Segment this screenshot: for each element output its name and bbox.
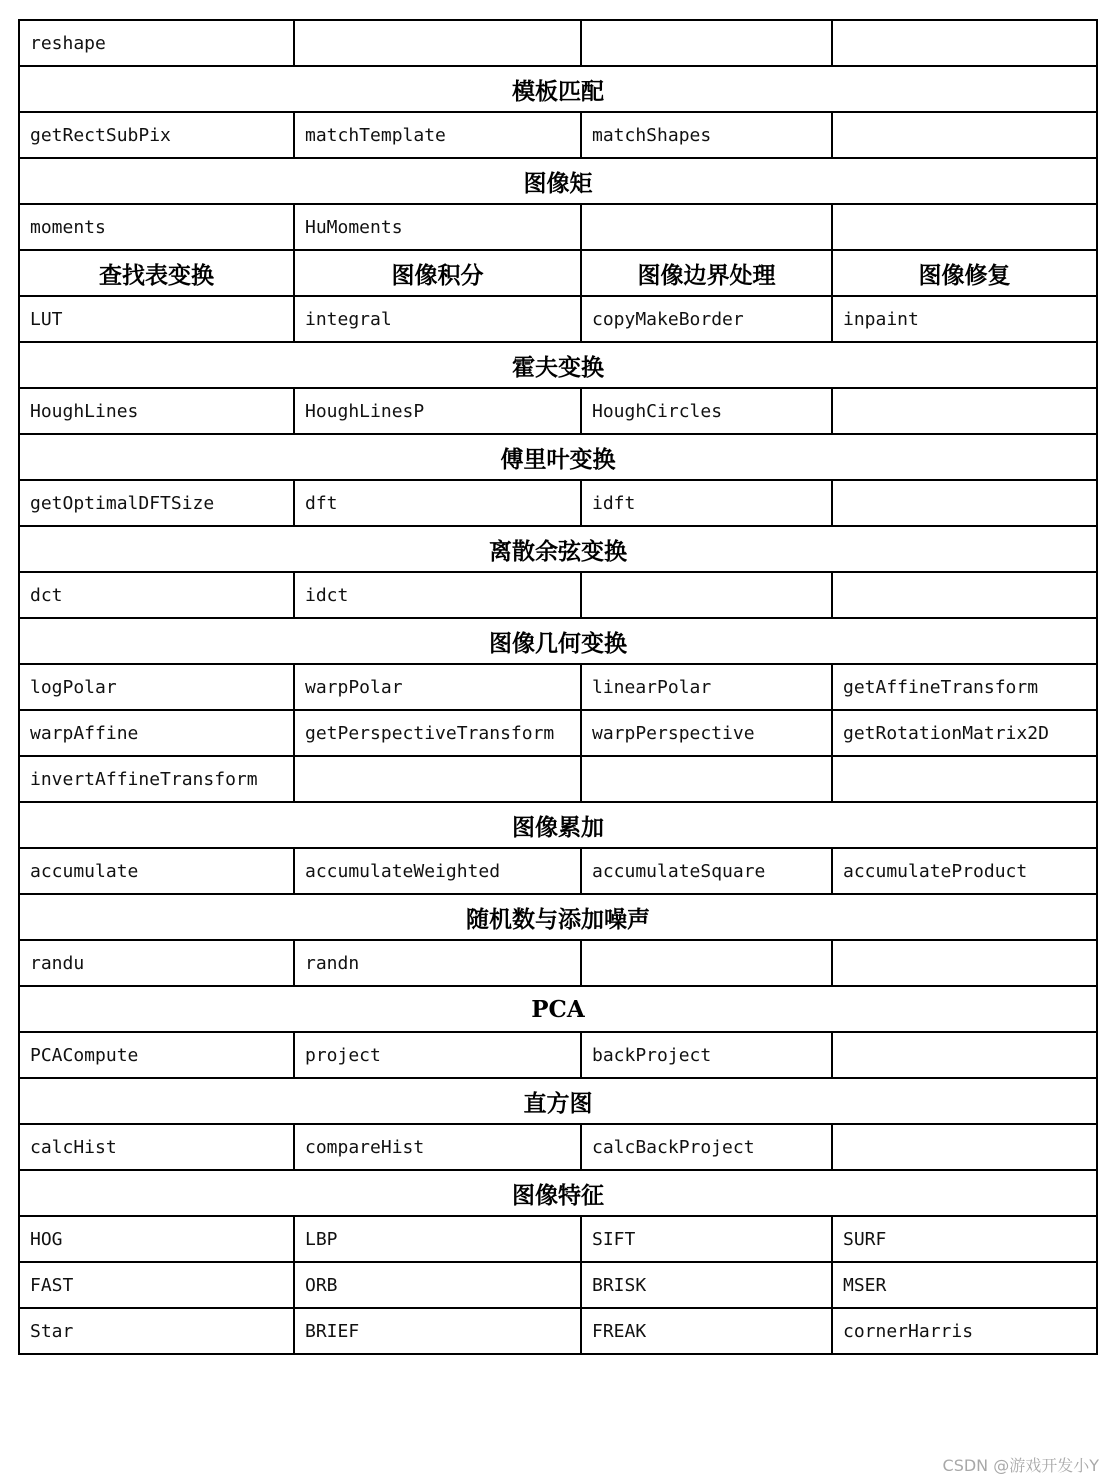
function-cell: getRotationMatrix2D <box>832 710 1097 756</box>
function-cell <box>581 572 832 618</box>
table-row <box>19 848 1097 894</box>
function-cell: linearPolar <box>581 664 832 710</box>
table-row <box>19 1262 1097 1308</box>
function-cell <box>832 20 1097 66</box>
table-row <box>19 710 1097 756</box>
section-title: 直方图 <box>19 1078 1097 1124</box>
section-title: 离散余弦变换 <box>19 526 1097 572</box>
function-cell: integral <box>294 296 581 342</box>
table-row <box>19 1032 1097 1078</box>
function-cell: FREAK <box>581 1308 832 1354</box>
table-row <box>19 480 1097 526</box>
section-row <box>19 526 1097 572</box>
function-cell: BRISK <box>581 1262 832 1308</box>
function-cell: matchTemplate <box>294 112 581 158</box>
category-header-cell: 图像积分 <box>294 250 581 296</box>
section-title: 随机数与添加噪声 <box>19 894 1097 940</box>
function-cell: compareHist <box>294 1124 581 1170</box>
section-title: 图像累加 <box>19 802 1097 848</box>
section-row <box>19 66 1097 112</box>
section-row <box>19 986 1097 1032</box>
function-cell: warpAffine <box>19 710 294 756</box>
table-row <box>19 296 1097 342</box>
section-title: 霍夫变换 <box>19 342 1097 388</box>
section-title: PCA <box>19 986 1097 1032</box>
watermark: CSDN @游戏开发小Y <box>942 1456 1099 1475</box>
section-row <box>19 342 1097 388</box>
function-cell <box>581 20 832 66</box>
category-header-row <box>19 250 1097 296</box>
function-cell: getPerspectiveTransform <box>294 710 581 756</box>
function-cell: idct <box>294 572 581 618</box>
function-cell: LBP <box>294 1216 581 1262</box>
function-cell: HoughLinesP <box>294 388 581 434</box>
function-cell: PCACompute <box>19 1032 294 1078</box>
function-cell <box>832 756 1097 802</box>
function-cell: HoughCircles <box>581 388 832 434</box>
function-cell: calcBackProject <box>581 1124 832 1170</box>
table-row <box>19 1124 1097 1170</box>
function-cell: Star <box>19 1308 294 1354</box>
function-cell: warpPerspective <box>581 710 832 756</box>
section-row <box>19 158 1097 204</box>
function-cell: dct <box>19 572 294 618</box>
section-row <box>19 1170 1097 1216</box>
function-cell: backProject <box>581 1032 832 1078</box>
table-row <box>19 204 1097 250</box>
function-cell: calcHist <box>19 1124 294 1170</box>
section-title: 傅里叶变换 <box>19 434 1097 480</box>
function-cell: copyMakeBorder <box>581 296 832 342</box>
function-cell <box>581 204 832 250</box>
section-row <box>19 1078 1097 1124</box>
function-cell <box>581 940 832 986</box>
function-cell <box>832 940 1097 986</box>
function-cell: HoughLines <box>19 388 294 434</box>
section-row <box>19 434 1097 480</box>
function-cell: HOG <box>19 1216 294 1262</box>
function-cell: reshape <box>19 20 294 66</box>
function-cell <box>832 572 1097 618</box>
function-cell: BRIEF <box>294 1308 581 1354</box>
category-header-cell: 查找表变换 <box>19 250 294 296</box>
table-row <box>19 1216 1097 1262</box>
function-cell <box>294 756 581 802</box>
function-cell <box>832 480 1097 526</box>
function-cell <box>832 112 1097 158</box>
function-cell: invertAffineTransform <box>19 756 294 802</box>
function-cell: ORB <box>294 1262 581 1308</box>
function-cell <box>832 1124 1097 1170</box>
function-cell: idft <box>581 480 832 526</box>
function-cell: SURF <box>832 1216 1097 1262</box>
table-row <box>19 664 1097 710</box>
section-row <box>19 618 1097 664</box>
table-row <box>19 1308 1097 1354</box>
function-cell: MSER <box>832 1262 1097 1308</box>
function-cell <box>294 20 581 66</box>
function-cell <box>581 756 832 802</box>
function-cell: warpPolar <box>294 664 581 710</box>
table-row <box>19 20 1097 66</box>
table-row <box>19 940 1097 986</box>
function-cell <box>832 1032 1097 1078</box>
section-title: 图像矩 <box>19 158 1097 204</box>
function-table <box>18 19 1098 1355</box>
function-cell: getAffineTransform <box>832 664 1097 710</box>
function-cell: getOptimalDFTSize <box>19 480 294 526</box>
function-cell: randu <box>19 940 294 986</box>
section-title: 图像几何变换 <box>19 618 1097 664</box>
function-cell: accumulate <box>19 848 294 894</box>
section-row <box>19 894 1097 940</box>
function-cell: SIFT <box>581 1216 832 1262</box>
category-header-cell: 图像修复 <box>832 250 1097 296</box>
function-cell: accumulateWeighted <box>294 848 581 894</box>
section-title: 模板匹配 <box>19 66 1097 112</box>
table-row <box>19 112 1097 158</box>
function-cell: logPolar <box>19 664 294 710</box>
function-cell: accumulateSquare <box>581 848 832 894</box>
function-cell: cornerHarris <box>832 1308 1097 1354</box>
function-cell <box>832 388 1097 434</box>
function-cell: getRectSubPix <box>19 112 294 158</box>
function-cell: matchShapes <box>581 112 832 158</box>
category-header-cell: 图像边界处理 <box>581 250 832 296</box>
function-cell: moments <box>19 204 294 250</box>
table-row <box>19 756 1097 802</box>
function-cell: HuMoments <box>294 204 581 250</box>
function-table-body <box>19 20 1097 1354</box>
function-cell: dft <box>294 480 581 526</box>
function-cell: FAST <box>19 1262 294 1308</box>
function-cell: inpaint <box>832 296 1097 342</box>
function-cell <box>832 204 1097 250</box>
function-cell: randn <box>294 940 581 986</box>
table-row <box>19 572 1097 618</box>
section-title: 图像特征 <box>19 1170 1097 1216</box>
function-cell: accumulateProduct <box>832 848 1097 894</box>
function-cell: LUT <box>19 296 294 342</box>
section-row <box>19 802 1097 848</box>
table-row <box>19 388 1097 434</box>
function-cell: project <box>294 1032 581 1078</box>
